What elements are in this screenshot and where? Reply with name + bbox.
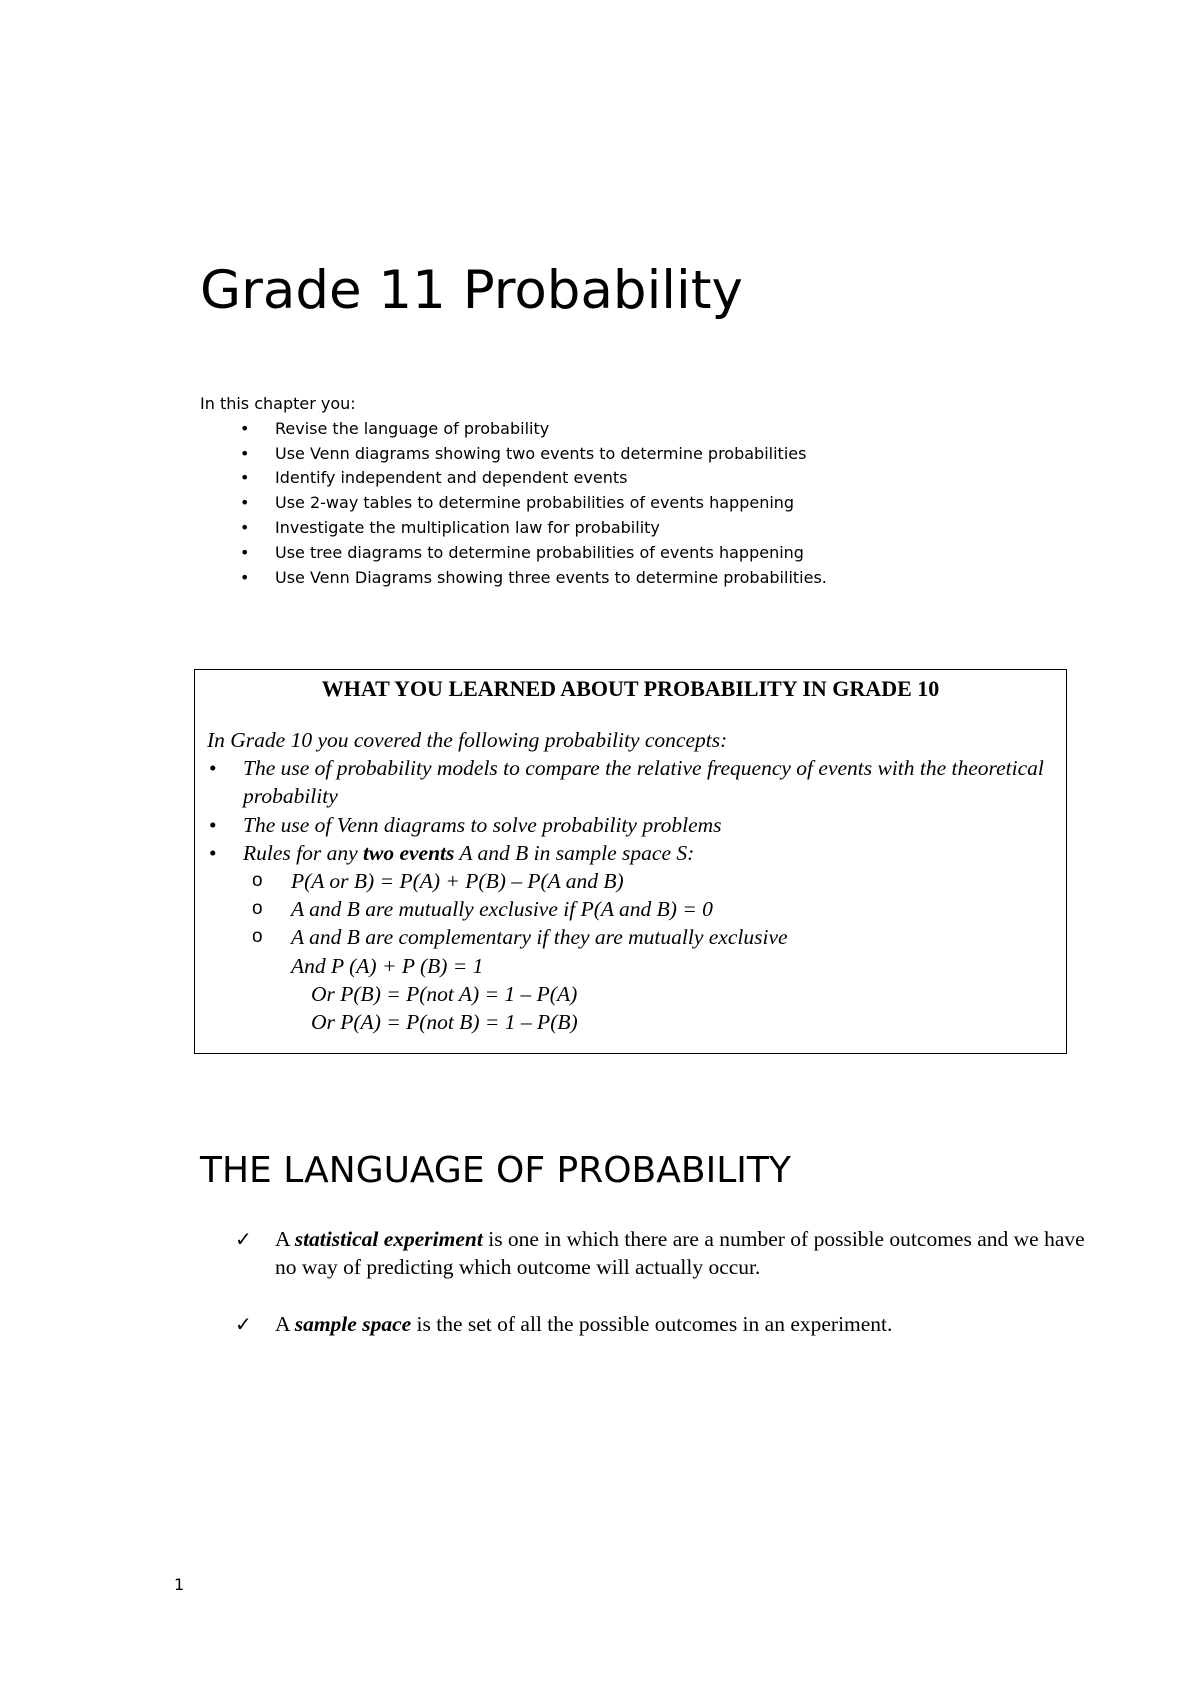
circle-bullet-icon: o <box>252 926 263 948</box>
page-number: 1 <box>174 1575 185 1594</box>
definition-item: ✓ A statistical experiment is one in which there are a number of possible outcomes and we have no way of predicting which outcome will actually occur. <box>235 1227 1085 1279</box>
formula-line: Or P(B) = P(not A) = 1 – P(A) <box>311 981 578 1006</box>
bullet-icon: • <box>240 468 250 488</box>
list-item: o A and B are mutually exclusive if P(A and B) = 0 <box>207 895 1054 923</box>
circle-bullet-icon: o <box>252 898 263 920</box>
bullet-icon: • <box>209 840 217 865</box>
bullet-icon: • <box>240 418 250 438</box>
list-item: • Use 2-way tables to determine probabilities of events happening <box>275 491 827 516</box>
list-item: • Identify independent and dependent events <box>275 466 827 491</box>
list-item: • The use of Venn diagrams to solve probability problems <box>207 811 1054 839</box>
intro-lead: In this chapter you: <box>200 394 356 413</box>
list-item: • Investigate the multiplication law for probability <box>275 516 827 541</box>
rules-sublist <box>207 867 1054 952</box>
emphasis: two events <box>363 840 455 865</box>
recap-list <box>207 754 1054 867</box>
bullet-icon: • <box>240 493 250 513</box>
list-item: o P(A or B) = P(A) + P(B) – P(A and B) <box>207 867 1054 895</box>
bullet-icon: • <box>240 542 250 562</box>
grade10-recap-box <box>194 669 1067 1054</box>
page-title: Grade 11 Probability <box>200 260 743 321</box>
circle-bullet-icon: o <box>252 870 263 892</box>
checkmark-icon: ✓ <box>235 1227 252 1251</box>
recap-box-title: WHAT YOU LEARNED ABOUT PROBABILITY IN GRADE 10 <box>321 676 940 701</box>
objectives-list <box>200 417 827 591</box>
list-item: • Use Venn diagrams showing two events to determine probabilities <box>275 442 827 467</box>
list-item: • Use tree diagrams to determine probabilities of events happening <box>275 541 827 566</box>
list-item: • Revise the language of probability <box>275 417 827 442</box>
formula-line: And P (A) + P (B) = 1 <box>291 953 484 978</box>
recap-lead: In Grade 10 you covered the following probability concepts: <box>207 728 728 752</box>
definition-item: ✓ A sample space is the set of all the possible outcomes in an experiment. <box>235 1312 893 1336</box>
bullet-icon: • <box>240 443 250 463</box>
defined-term: statistical experiment <box>294 1227 483 1251</box>
list-item: o A and B are complementary if they are mutually exclusive <box>207 923 1054 951</box>
formula-line: Or P(A) = P(not B) = 1 – P(B) <box>311 1010 578 1035</box>
list-item: • Use Venn Diagrams showing three events to determine probabilities. <box>275 566 827 591</box>
bullet-icon: • <box>209 812 217 837</box>
bullet-icon: • <box>209 756 217 781</box>
section-title: THE LANGUAGE OF PROBABILITY <box>200 1150 791 1191</box>
bullet-icon: • <box>240 567 250 587</box>
definitions-list <box>235 1225 1095 1367</box>
chapter-intro <box>200 392 827 590</box>
defined-term: sample space <box>294 1312 412 1336</box>
recap-box-body <box>207 726 1054 1036</box>
bullet-icon: • <box>240 517 250 537</box>
list-item: • Rules for any two events A and B in sample space S: <box>207 839 1054 867</box>
checkmark-icon: ✓ <box>235 1312 252 1336</box>
list-item: • The use of probability models to compare the relative frequency of events with the theoretical probability <box>209 756 1044 809</box>
